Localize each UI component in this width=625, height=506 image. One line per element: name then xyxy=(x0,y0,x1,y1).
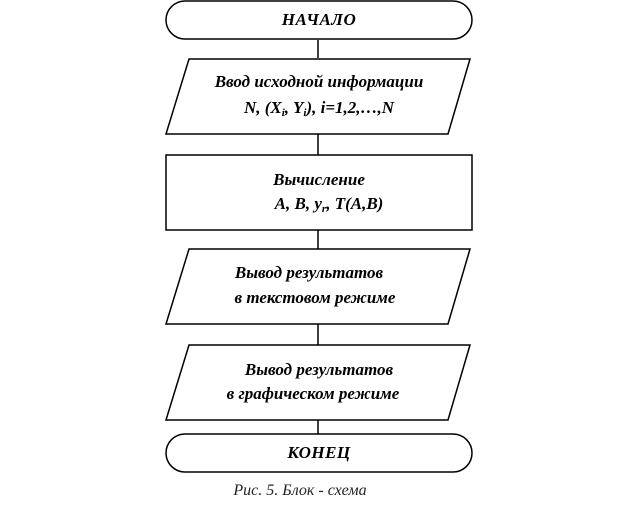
input-line2-mid: , Y xyxy=(284,98,304,117)
start-label: НАЧАЛО xyxy=(281,10,357,29)
input-line2-prefix: N, (X xyxy=(243,98,282,117)
input-line2-suffix: ), i=1,2,…,N xyxy=(306,98,395,117)
compute-line2-suffix: , T(A,B) xyxy=(326,194,384,213)
input-line2-sub1: i xyxy=(281,107,285,119)
compute-label-line1: Вычисление xyxy=(273,170,365,189)
output-text-label-line1: Вывод результатов xyxy=(234,263,384,282)
output-text-label-line2: в текстовом режиме xyxy=(234,288,396,307)
output-graphic-label-line1: Вывод результатов xyxy=(244,360,394,379)
input-label-line2 xyxy=(178,94,460,127)
input-label-line1: Ввод исходной информации xyxy=(214,72,424,91)
compute-line2-sub: r xyxy=(321,203,327,215)
end-label: КОНЕЦ xyxy=(287,443,351,462)
figure-caption: Рис. 5. Блок - схема xyxy=(233,482,367,499)
output-graphic-label-line2: в графическом режиме xyxy=(226,384,400,403)
compute-line2-prefix: A, B, y xyxy=(274,194,322,213)
input-line2-sub2: i xyxy=(303,107,307,119)
compute-label-line2 xyxy=(176,190,482,223)
